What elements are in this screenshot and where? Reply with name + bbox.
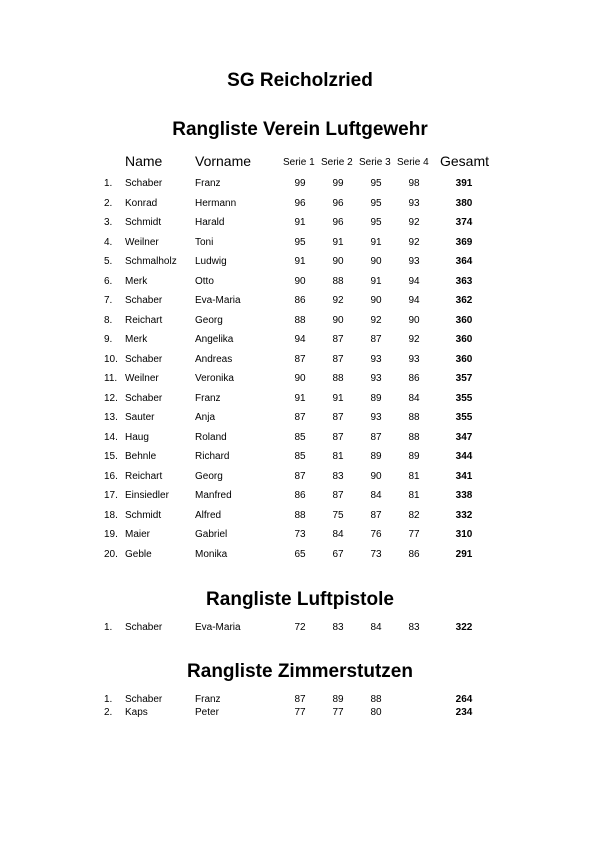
name-cell: Haug (125, 431, 149, 443)
name-cell: Merk (125, 275, 148, 287)
serie3-cell: 95 (370, 217, 382, 228)
serie1-cell: 95 (294, 236, 306, 248)
serie4-cell: 84 (408, 392, 420, 404)
header-serie4: Serie 4 (397, 157, 429, 168)
total-cell: 344 (455, 451, 473, 462)
total-cell: 360 (455, 314, 473, 326)
serie3-cell: 89 (370, 392, 382, 404)
name-cell: Schaber (125, 622, 163, 633)
serie1-cell: 73 (294, 529, 306, 540)
serie4-cell: 92 (408, 217, 420, 228)
table-row (0, 509, 600, 523)
table-row (0, 353, 600, 367)
serie4-cell: 86 (408, 548, 420, 560)
vorname-cell: Eva-Maria (195, 622, 241, 633)
name-cell: Weilner (125, 236, 159, 248)
serie2-cell: 90 (332, 256, 344, 267)
name-cell: Schmalholz (125, 256, 177, 267)
serie1-cell: 91 (294, 217, 306, 228)
rank-cell: 2. (104, 197, 113, 209)
club-title: SG Reicholzried (227, 70, 373, 91)
table-row (0, 528, 600, 542)
vorname-cell: Otto (195, 275, 214, 287)
name-cell: Schaber (125, 178, 163, 189)
rank-cell: 11. (104, 373, 118, 384)
total-cell: 391 (455, 178, 473, 189)
total-cell: 341 (455, 470, 473, 482)
serie3-cell: 95 (370, 178, 382, 189)
serie4-cell: 92 (408, 236, 420, 248)
name-cell: Schaber (125, 694, 163, 705)
serie1-cell: 96 (294, 197, 306, 209)
serie3-cell: 93 (370, 412, 382, 423)
name-cell: Konrad (125, 197, 158, 209)
name-cell: Merk (125, 334, 148, 345)
rank-cell: 17. (104, 490, 118, 501)
serie1-cell: 99 (294, 178, 306, 189)
rank-cell: 1. (104, 694, 113, 705)
serie3-cell: 93 (370, 373, 382, 384)
serie2-cell: 89 (332, 694, 344, 705)
serie3-cell: 87 (370, 431, 382, 443)
table-row (0, 706, 600, 720)
serie1-cell: 88 (294, 314, 306, 326)
serie3-cell: 90 (370, 295, 382, 306)
serie1-cell: 90 (294, 275, 306, 287)
total-cell: 380 (455, 197, 473, 209)
serie2-cell: 96 (332, 197, 344, 209)
serie2-cell: 87 (332, 353, 344, 365)
total-cell: 360 (455, 334, 473, 345)
total-cell: 363 (455, 275, 473, 287)
rank-cell: 5. (104, 256, 113, 267)
table-row (0, 470, 600, 484)
rank-cell: 19. (104, 529, 118, 540)
serie3-cell: 95 (370, 197, 382, 209)
name-cell: Schmidt (125, 217, 162, 228)
serie1-cell: 88 (294, 509, 306, 521)
vorname-cell: Veronika (195, 373, 234, 384)
serie4-cell: 94 (408, 295, 420, 306)
total-cell: 322 (455, 622, 473, 633)
header-serie2: Serie 2 (321, 157, 353, 168)
serie1-cell: 86 (294, 490, 306, 501)
serie3-cell: 84 (370, 622, 382, 633)
name-cell: Weilner (125, 373, 159, 384)
serie2-cell: 87 (332, 431, 344, 443)
vorname-cell: Monika (195, 548, 228, 560)
total-cell: 310 (455, 529, 473, 540)
serie3-cell: 92 (370, 314, 382, 326)
serie1-cell: 72 (294, 622, 306, 633)
total-cell: 291 (455, 548, 473, 560)
name-cell: Reichart (125, 314, 163, 326)
serie4-cell: 98 (408, 178, 420, 189)
serie3-cell: 90 (370, 470, 382, 482)
serie4-cell: 94 (408, 275, 420, 287)
serie4-cell: 82 (408, 509, 420, 521)
serie1-cell: 91 (294, 392, 306, 404)
rank-cell: 4. (104, 236, 113, 248)
table-row (0, 411, 600, 425)
serie1-cell: 87 (294, 353, 306, 365)
serie2-cell: 81 (332, 451, 344, 462)
serie1-cell: 87 (294, 470, 306, 482)
serie3-cell: 84 (370, 490, 382, 501)
rank-cell: 16. (104, 470, 118, 482)
vorname-cell: Franz (195, 694, 221, 705)
total-cell: 357 (455, 373, 473, 384)
serie2-cell: 75 (332, 509, 344, 521)
serie2-cell: 88 (332, 373, 344, 384)
serie4-cell: 83 (408, 622, 420, 633)
serie3-cell: 80 (370, 707, 382, 718)
vorname-cell: Franz (195, 392, 221, 404)
name-cell: Einsiedler (125, 490, 169, 501)
serie3-cell: 91 (370, 236, 382, 248)
serie1-cell: 87 (294, 694, 306, 705)
serie1-cell: 94 (294, 334, 306, 345)
total-cell: 338 (455, 490, 473, 501)
vorname-cell: Toni (195, 236, 214, 248)
rank-cell: 1. (104, 178, 113, 189)
rank-cell: 8. (104, 314, 113, 326)
serie4-cell: 93 (408, 353, 420, 365)
serie4-cell: 77 (408, 529, 420, 540)
vorname-cell: Georg (195, 470, 223, 482)
serie2-cell: 87 (332, 412, 344, 423)
serie3-cell: 88 (370, 694, 382, 705)
header-gesamt: Gesamt (440, 153, 490, 169)
name-cell: Reichart (125, 470, 163, 482)
table-row (0, 333, 600, 347)
rank-cell: 18. (104, 509, 118, 521)
serie2-cell: 92 (332, 295, 344, 306)
name-cell: Schmidt (125, 509, 162, 521)
serie4-cell: 86 (408, 373, 420, 384)
serie3-cell: 89 (370, 451, 382, 462)
total-cell: 369 (455, 236, 473, 248)
table-row (0, 431, 600, 445)
vorname-cell: Georg (195, 314, 223, 326)
section-title-luftpistole: Rangliste Luftpistole (206, 589, 394, 610)
rank-cell: 10. (104, 353, 118, 365)
name-cell: Kaps (125, 707, 148, 718)
rank-cell: 13. (104, 412, 118, 423)
total-cell: 234 (455, 707, 473, 718)
rank-cell: 9. (104, 334, 113, 345)
vorname-cell: Harald (195, 217, 225, 228)
serie2-cell: 77 (332, 707, 344, 718)
total-cell: 364 (455, 256, 473, 267)
serie2-cell: 91 (332, 236, 344, 248)
rank-cell: 20. (104, 548, 118, 560)
header-serie1: Serie 1 (283, 157, 315, 168)
rank-cell: 2. (104, 707, 113, 718)
name-cell: Sauter (125, 412, 155, 423)
table-row (0, 236, 600, 250)
serie1-cell: 86 (294, 295, 306, 306)
serie1-cell: 77 (294, 707, 306, 718)
rank-cell: 1. (104, 622, 113, 633)
vorname-cell: Hermann (195, 197, 237, 209)
header-serie3: Serie 3 (359, 157, 391, 168)
serie4-cell: 92 (408, 334, 420, 345)
table-row (0, 450, 600, 464)
table-row (0, 372, 600, 386)
serie2-cell: 96 (332, 217, 344, 228)
total-cell: 355 (455, 392, 473, 404)
name-cell: Maier (125, 529, 151, 540)
serie2-cell: 88 (332, 275, 344, 287)
serie2-cell: 87 (332, 490, 344, 501)
vorname-cell: Andreas (195, 353, 233, 365)
table-row (0, 314, 600, 328)
serie4-cell: 93 (408, 256, 420, 267)
rank-cell: 12. (104, 392, 118, 404)
vorname-cell: Eva-Maria (195, 295, 241, 306)
serie3-cell: 76 (370, 529, 382, 540)
serie1-cell: 65 (294, 548, 306, 560)
table-row (0, 177, 600, 191)
table-row (0, 489, 600, 503)
vorname-cell: Alfred (195, 509, 222, 521)
header-name: Name (125, 153, 163, 169)
total-cell: 362 (455, 295, 473, 306)
name-cell: Behnle (125, 451, 157, 462)
vorname-cell: Anja (195, 412, 216, 423)
serie2-cell: 84 (332, 529, 344, 540)
total-cell: 355 (455, 412, 473, 423)
total-cell: 347 (455, 431, 473, 443)
vorname-cell: Angelika (195, 334, 234, 345)
serie4-cell: 93 (408, 197, 420, 209)
serie4-cell: 88 (408, 431, 420, 443)
serie1-cell: 87 (294, 412, 306, 423)
serie3-cell: 87 (370, 334, 382, 345)
total-cell: 332 (455, 509, 473, 521)
table-row (0, 216, 600, 230)
name-cell: Schaber (125, 392, 163, 404)
serie2-cell: 83 (332, 470, 344, 482)
header-vorname: Vorname (195, 153, 252, 169)
vorname-cell: Roland (195, 431, 227, 443)
serie1-cell: 85 (294, 451, 306, 462)
table-row (0, 693, 600, 707)
serie2-cell: 67 (332, 548, 344, 560)
table-row (0, 197, 600, 211)
serie4-cell: 81 (408, 490, 420, 501)
serie3-cell: 91 (370, 275, 382, 287)
serie4-cell: 81 (408, 470, 420, 482)
serie3-cell: 73 (370, 548, 382, 560)
section-title-luftgewehr: Rangliste Verein Luftgewehr (172, 119, 428, 140)
table-row (0, 294, 600, 308)
rank-cell: 6. (104, 275, 113, 287)
vorname-cell: Manfred (195, 490, 232, 501)
serie3-cell: 90 (370, 256, 382, 267)
table-row (0, 255, 600, 269)
section-title-zimmerstutzen: Rangliste Zimmerstutzen (187, 661, 413, 682)
vorname-cell: Richard (195, 451, 230, 462)
serie2-cell: 99 (332, 178, 344, 189)
serie1-cell: 85 (294, 431, 306, 443)
name-cell: Schaber (125, 295, 163, 306)
rank-cell: 3. (104, 217, 113, 228)
serie4-cell: 90 (408, 314, 420, 326)
total-cell: 360 (455, 353, 473, 365)
table-row (0, 548, 600, 562)
rank-cell: 7. (104, 295, 113, 306)
rank-cell: 14. (104, 431, 118, 443)
table-row (0, 392, 600, 406)
serie2-cell: 87 (332, 334, 344, 345)
serie2-cell: 83 (332, 622, 344, 633)
table-row (0, 275, 600, 289)
rank-cell: 15. (104, 451, 118, 462)
total-cell: 264 (455, 694, 473, 705)
serie1-cell: 90 (294, 373, 306, 384)
serie2-cell: 91 (332, 392, 344, 404)
name-cell: Geble (125, 548, 152, 560)
vorname-cell: Franz (195, 178, 221, 189)
serie4-cell: 88 (408, 412, 420, 423)
serie1-cell: 91 (294, 256, 306, 267)
serie3-cell: 87 (370, 509, 382, 521)
vorname-cell: Peter (195, 707, 219, 718)
serie4-cell: 89 (408, 451, 420, 462)
table-row (0, 621, 600, 635)
total-cell: 374 (455, 217, 473, 228)
name-cell: Schaber (125, 353, 163, 365)
vorname-cell: Gabriel (195, 529, 228, 540)
serie2-cell: 90 (332, 314, 344, 326)
serie3-cell: 93 (370, 353, 382, 365)
vorname-cell: Ludwig (195, 256, 227, 267)
